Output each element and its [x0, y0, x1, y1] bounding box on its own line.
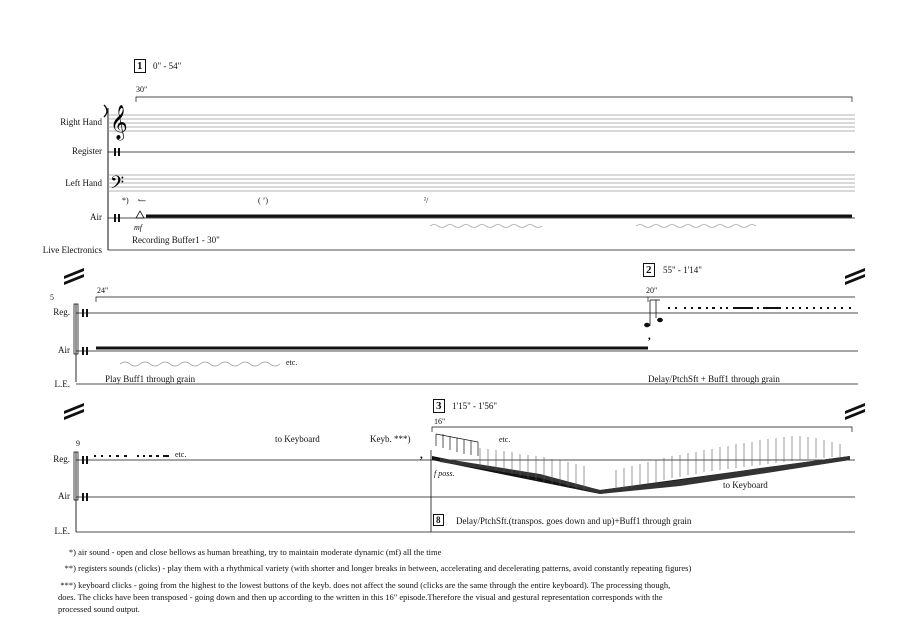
measure-number: 9 — [76, 439, 80, 448]
label-reg: Reg. — [53, 454, 70, 464]
dynamic-mark: f poss. — [434, 469, 455, 478]
electronics-instruction: Delay/PtchSft + Buff1 through grain — [648, 374, 780, 384]
percussion-clef-icon — [82, 456, 84, 464]
label-live-electronics: Live Electronics — [42, 245, 102, 255]
treble-clef-icon: 𝄞 — [110, 105, 128, 140]
wave-line — [120, 362, 280, 366]
percussion-clef-icon — [82, 493, 84, 501]
footnote: *) air sound - open and close bellows as human breathing, try to maintain moderate dynamic (mf) all the time — [68, 547, 442, 557]
footnote: ***) keyboard clicks - going from the highest to the lowest buttons of the keyb. does not affect the sound (clicks are the same through the entire keyboard). The processing though, — [60, 580, 671, 590]
register-clicks — [94, 455, 169, 457]
label-le: L.E. — [54, 526, 70, 536]
footnote-continuation: processed sound output. — [58, 604, 140, 614]
system-1 — [104, 97, 855, 250]
section-time-1: 0" - 54" — [153, 61, 182, 71]
percussion-clef-icon — [114, 148, 116, 156]
air-mark: *) — [122, 196, 129, 205]
label-right-hand: Right Hand — [60, 117, 102, 127]
dynamic-mark: mf — [134, 223, 142, 232]
electronics-instruction: Play Buff1 through grain — [105, 374, 196, 384]
etc-label: etc. — [286, 358, 298, 367]
register-clicks — [668, 307, 851, 309]
section-number-3: 3 — [433, 399, 445, 413]
duration-label: 24" — [97, 286, 109, 295]
register-notes — [645, 300, 663, 327]
duration-bracket — [96, 297, 648, 302]
percussion-clef-icon — [82, 347, 84, 355]
keyboard-clicks-notes — [436, 434, 478, 456]
to-keyboard-label: to Keyboard — [723, 480, 768, 490]
air-mark: ⹃ — [138, 196, 146, 205]
section-number-1: 1 — [134, 59, 146, 73]
system-separator-icon — [64, 268, 865, 285]
electronics-instruction: Delay/PtchSft.(transpos. goes down and up)+Buff1 through grain — [456, 516, 692, 526]
section-time-3: 1'15" - 1'56" — [452, 401, 498, 411]
electronics-instruction: Recording Buffer1 - 30" — [132, 235, 220, 245]
duration-label: 20" — [646, 286, 658, 295]
breath-mark: , — [648, 330, 651, 342]
wave-line — [430, 225, 542, 228]
air-mark: ( ʼ) — [258, 196, 268, 205]
percussion-clef-icon — [82, 309, 84, 317]
cluster-shape-inner — [440, 456, 850, 494]
bass-clef-icon: 𝄢 — [110, 173, 125, 198]
electronics-number: 8 — [433, 514, 444, 526]
duration-label: 30" — [136, 85, 148, 94]
etc-label: etc. — [175, 450, 187, 459]
duration-label: 16" — [434, 417, 446, 426]
label-le: L.E. — [54, 379, 70, 389]
right-hand-staff — [108, 115, 855, 131]
percussion-clef-icon — [114, 214, 116, 222]
to-keyboard-label: to Keyboard — [275, 434, 320, 444]
svg-text:,: , — [420, 449, 423, 461]
left-hand-staff — [108, 175, 855, 191]
section-number-2: 2 — [643, 263, 655, 277]
duration-bracket — [432, 427, 852, 432]
duration-bracket — [648, 297, 855, 302]
label-air: Air — [58, 345, 70, 355]
label-air: Air — [58, 491, 70, 501]
label-register: Register — [72, 146, 102, 156]
label-air: Air — [90, 212, 102, 222]
footnote: **) registers sounds (clicks) - play them with a rhythmical variety (with shorter and longer breaks in between, accelerating and decelerating patterns, avoid constantly repeating figures) — [64, 563, 692, 573]
etc-label: etc. — [499, 435, 511, 444]
system-2 — [74, 297, 858, 384]
measure-number: 5 — [50, 293, 54, 302]
duration-bracket — [136, 97, 852, 102]
footnote-continuation: does. The clicks have been transposed - going down and then up according to the written in this 16" episode.Therefore the visual and gestural representation corresponds with the — [58, 592, 663, 602]
triangle-notehead-icon — [136, 211, 144, 218]
label-left-hand: Left Hand — [65, 178, 102, 188]
wave-line — [636, 225, 756, 228]
label-reg: Reg. — [53, 307, 70, 317]
section-time-2: 55" - 1'14" — [663, 265, 702, 275]
air-mark: ˀ/ — [424, 196, 429, 205]
brace-icon — [104, 105, 107, 117]
keyboard-label: Keyb. ***) — [370, 434, 411, 444]
